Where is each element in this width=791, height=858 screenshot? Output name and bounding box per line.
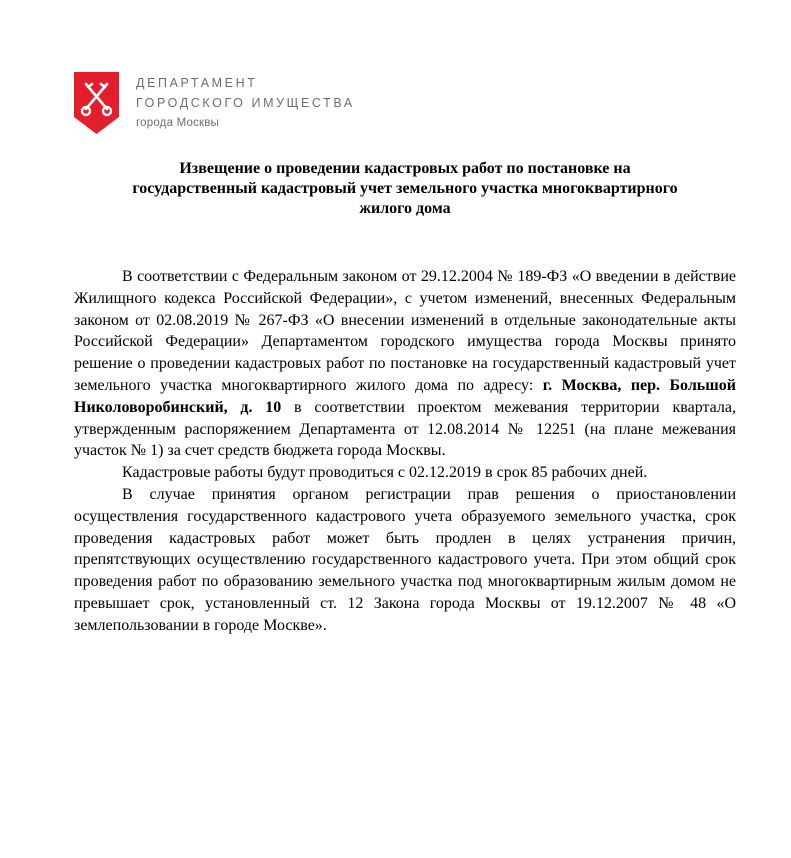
paragraph-legal-basis-end: в соответствии проектом межевания территории квартала, утвержденным распоряжением Департамента от 12.08.2014 № 12251 (на плане межевания участок № 1) за счет средств бюджета города Москвы.	[74, 398, 736, 460]
title-line-1: Извещение о проведении кадастровых работ по постановке на	[179, 160, 631, 177]
paragraph-work-period: Кадастровые работы будут проводиться с 02.12.2019 в срок 85 рабочих дней.	[122, 464, 648, 482]
property-address: г. Москва, пер. Большой Николоворобинский, д. 10	[74, 376, 736, 416]
document-body	[74, 266, 736, 637]
paragraph-legal-basis	[74, 266, 736, 462]
paragraph-suspension: В случае принятия органом регистрации прав решения о приостановлении осуществления государственного кадастрового учета образуемого земельного участка, срок проведения кадастровых работ может быть продлен в целях устранения причин, препятствующих осуществлению государственного кадастрового учета. При этом общий срок проведения работ по образованию земельного участка под многоквартирным жилым домом не превышает срок, установленный ст. 12 Закона города Москвы от 19.12.2007 № 48 «О землепользовании в городе Москве».	[74, 485, 736, 634]
title-line-3: жилого дома	[359, 200, 451, 217]
document-title	[74, 159, 736, 219]
keys-emblem-icon	[74, 72, 119, 134]
logo-line-property: ГОРОДСКОГО ИМУЩЕСТВА	[136, 96, 355, 110]
title-line-2: государственный кадастровый учет земельного участка многоквартирного	[132, 180, 678, 197]
department-logo	[74, 72, 374, 138]
logo-line-department: ДЕПАРТАМЕНТ	[136, 76, 258, 90]
logo-text	[136, 73, 355, 133]
logo-line-city: города Москвы	[136, 117, 220, 129]
paragraph-legal-basis-start: В соответствии с Федеральным законом от 29.12.2004 № 189-ФЗ «О введении в действие Жилищного кодекса Российской Федерации», с учетом изменений, внесенных Федеральным законом от 02.08.2019 № 267-ФЗ «О внесении изменений в отдельные законодательные акты Российской Федерации» Департаментом городского имущества города Москвы принято решение о проведении кадастровых работ по постановке на государственный кадастровый учет земельного участка многоквартирного жилого дома по адресу:	[74, 268, 736, 394]
